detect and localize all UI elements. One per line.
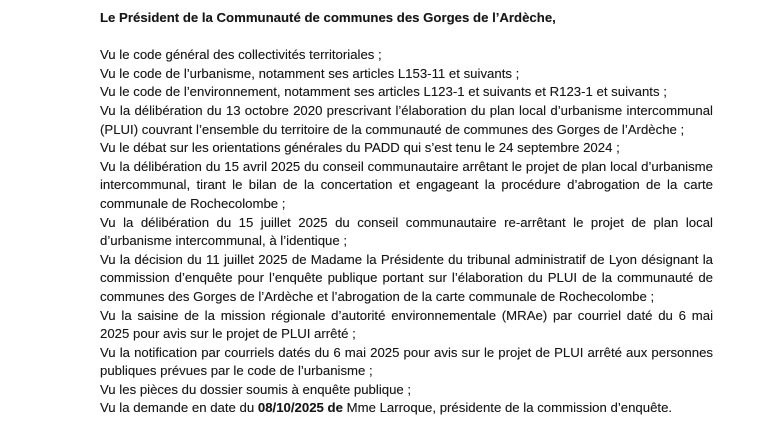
- vu-clause-deliberation-avril-2025: Vu la délibération du 15 avril 2025 du conseil communautaire arrêtant le projet de plan local d’urbanisme intercommunal, tirant le bilan de la concertation et engageant la procédure d’abrogation de la carte communale de Rochecolombe ;: [100, 158, 713, 211]
- vu-clause-deliberation-2020: Vu la délibération du 13 octobre 2020 prescrivant l’élaboration du plan local d’urbanisme intercommunal (PLUI) couvrant l’ensemble du territoire de la communauté de communes des Gorges de l’Ardèche ;: [100, 102, 713, 137]
- vu-clause-code-urbanisme: Vu le code de l’urbanisme, notamment ses articles L153-11 et suivants ;: [100, 65, 520, 81]
- vu-clause-saisine-mrae: Vu la saisine de la mission régionale d’autorité environnementale (MRAe) par courriel daté du 6 mai 2025 pour avis sur le projet de PLUI arrêté ;: [100, 307, 713, 342]
- final-clause-prefix: Vu la demande en date du: [100, 400, 258, 416]
- vu-clause-code-environnement: Vu le code de l’environnement, notamment ses articles L123-1 et suivants et R123-1 et suivants ;: [100, 84, 667, 100]
- vu-clause-decision-tribunal: Vu la décision du 11 juillet 2025 de Madame la Présidente du tribunal administratif de Lyon désignant la commission d’enquête pour l’enquête publique portant sur l’élaboration du PLUI de la communauté de communes des Gorges de l’Ardèche et l’abrogation de la carte communale de Rochecolombe ;: [100, 251, 713, 304]
- vu-clause-demande-larroque: [100, 399, 713, 418]
- document-author-line: Le Président de la Communauté de communes des Gorges de l’Ardèche,: [100, 10, 556, 25]
- vu-clause-notification-courriels: Vu la notification par courriels datés du 6 mai 2025 pour avis sur le projet de PLUI arrêté aux personnes publiques prévues par le code de l’urbanisme ;: [100, 344, 713, 379]
- vu-clause-debat-padd: Vu le débat sur les orientations générales du PADD qui s’est tenu le 24 septembre 2024 ;: [100, 140, 620, 156]
- final-clause-suffix: Mme Larroque, présidente de la commission d’enquête.: [342, 400, 673, 416]
- final-clause-date-bold: 08/10/2025 de: [257, 400, 343, 416]
- vu-clause-code-collectivites: Vu le code général des collectivités territoriales ;: [100, 47, 382, 63]
- vu-clause-deliberation-juillet-2025: Vu la délibération du 15 juillet 2025 du conseil communautaire re-arrêtant le projet de plan local d’urbanisme intercommunal, à l’identique ;: [100, 214, 713, 249]
- vu-clause-pieces-dossier: Vu les pièces du dossier soumis à enquête publique ;: [100, 381, 412, 397]
